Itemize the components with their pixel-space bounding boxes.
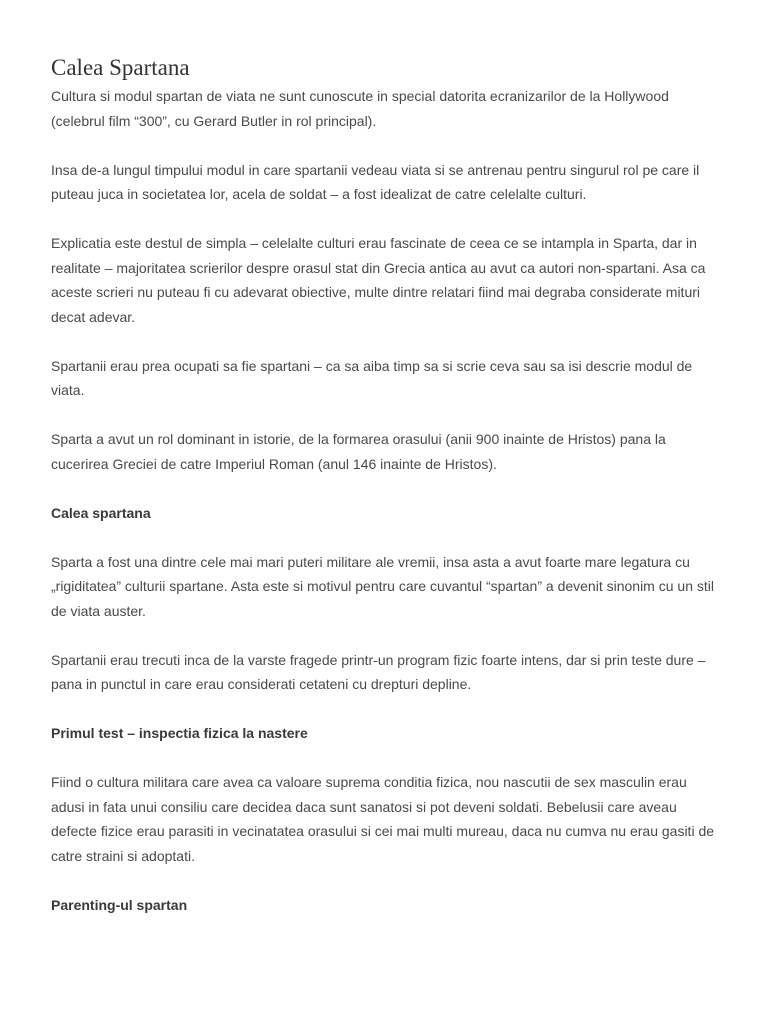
paragraph: Spartanii erau trecuti inca de la varste fragede printr-un program fizic foarte intens, dar si prin teste dure – pana in punctul in care erau considerati cetateni cu drepturi depline. (51, 651, 706, 692)
section-heading: Parenting-ul spartan (51, 896, 188, 913)
paragraph: Spartanii erau prea ocupati sa fie spartani – ca sa aiba timp sa si scrie ceva sau sa isi descrie modul de viata. (51, 357, 693, 398)
article (51, 52, 721, 942)
section-heading: Primul test – inspectia fizica la nastere (51, 725, 308, 741)
paragraph: Fiind o cultura militara care avea ca valoare suprema conditia fizica, nou nascutii de sex masculin erau adusi in fata unui consiliu care decidea daca sunt sanatosi si pot deveni soldati. Bebelusii care aveau defecte fizice erau parasiti in vecinatatea orasului si cei mai multi mureau, daca nu cumva nu erau gasiti de catre straini si adoptati. (51, 774, 715, 864)
paragraph: Sparta a fost una dintre cele mai mari puteri militare ale vremii, insa asta a avut foarte mare legatura cu „rigiditatea” culturii spartane. Asta este si motivul pentru care cuvantul “spartan” a devenit sinonim cu un stil de viata auster. (51, 553, 714, 619)
article-title: Calea Spartana (51, 55, 190, 80)
paragraph: Sparta a avut un rol dominant in istorie, de la formarea orasului (anii 900 inainte de Hristos) pana la cucerirea Greciei de catre Imperiul Roman (anul 146 inainte de Hristos). (51, 431, 666, 472)
paragraph: Explicatia este destul de simpla – celelalte culturi erau fascinate de ceea ce se intampla in Sparta, dar in realitate – majoritatea scrierilor despre orasul stat din Grecia antica au avut ca autori non-spartani. Asa ca aceste scrieri nu puteau fi cu adevarat obiective, multe dintre relatari fiind mai degraba considerate mituri decat adevar. (51, 235, 706, 325)
section-heading: Calea spartana (51, 504, 151, 521)
paragraph: Cultura si modul spartan de viata ne sunt cunoscute in special datorita ecranizarilor de la Hollywood (celebrul film “300”, cu Gerard Butler in rol principal). (51, 88, 669, 129)
paragraph: Insa de-a lungul timpului modul in care spartanii vedeau viata si se antrenau pentru singurul rol pe care il puteau juca in societatea lor, acela de soldat – a fost idealizat de catre celelalte culturi. (51, 161, 700, 202)
